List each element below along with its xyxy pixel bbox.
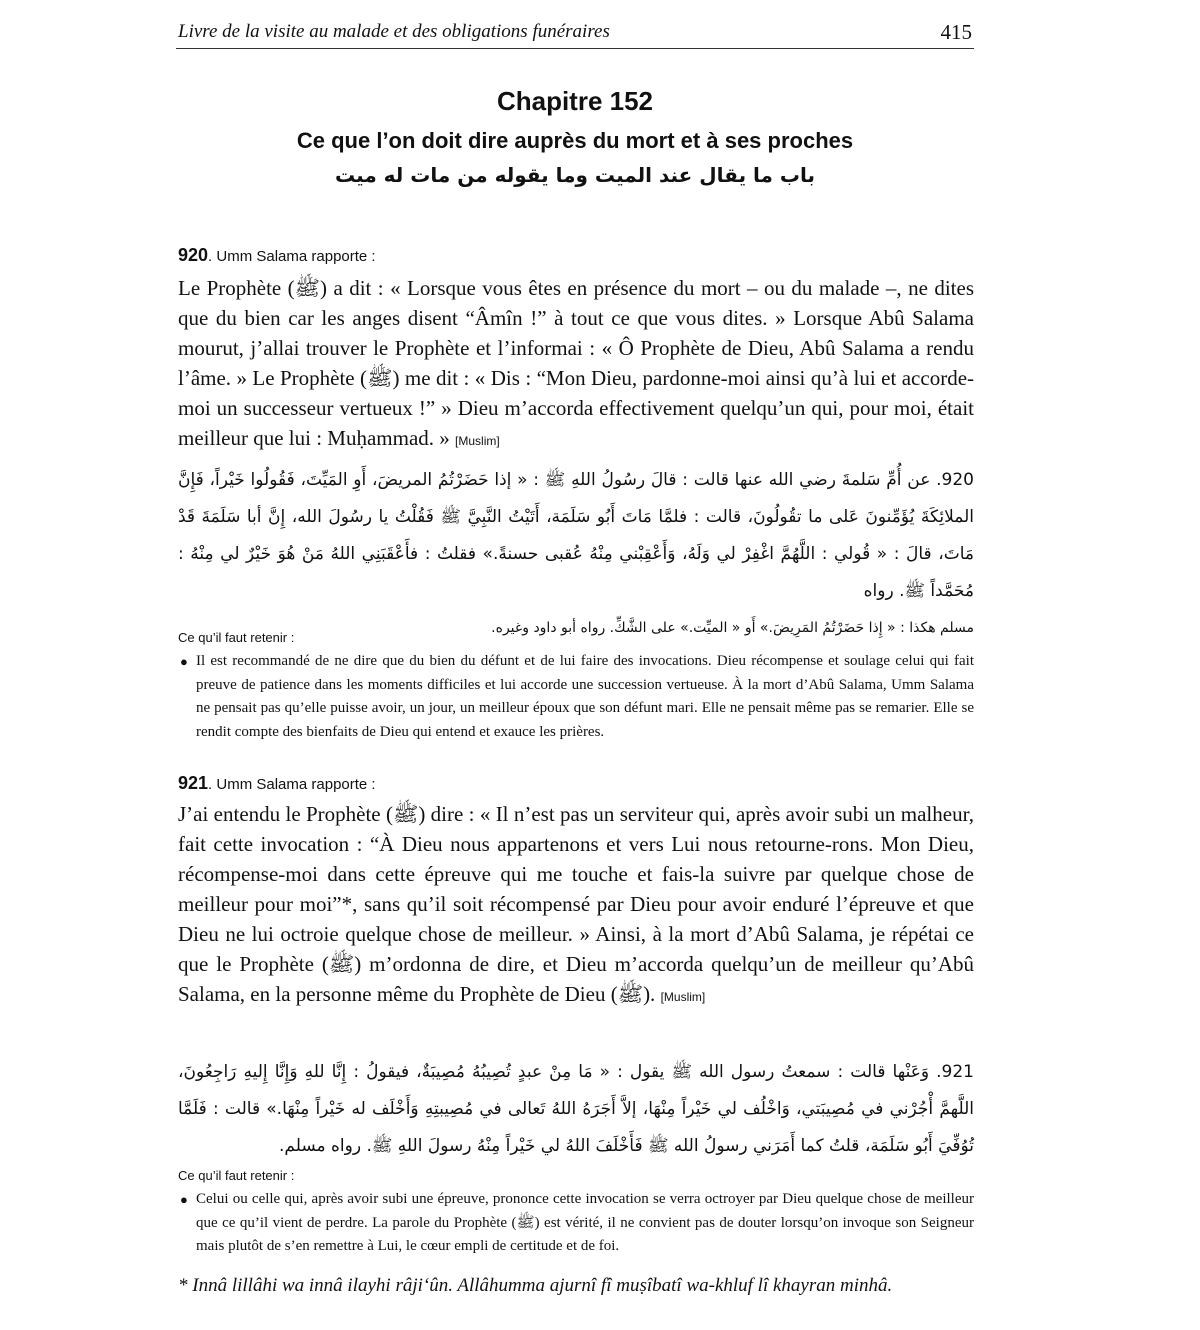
hadith-narrator: . Umm Salama rapporte : bbox=[208, 776, 376, 793]
hadith-920-retain-text bbox=[178, 650, 974, 744]
hadith-921-retain-text bbox=[178, 1188, 974, 1259]
hadith-narrator: . Umm Salama rapporte : bbox=[208, 248, 376, 265]
arabic-text: 920. عن أُمِّ سَلمةَ رضي الله عنها قالت : قالَ رسُولُ اللهِ ﷺ : « إذا حَضَرْتُمُ المريضَ، أَوِ المَيِّتَ، فَقُولُوا خَيْراً، فَإِنَّ الملائِكَةَ يُؤَمِّنونَ عَلى ما تقُولُونَ، قالت : فلمَّا مَاتَ أَبُو سَلَمَة، أَتَيْتُ النَّبِيَّ ﷺ فَقُلْتُ يا رسُولَ الله، إِنَّ أبا سَلَمَةَ قَدْ مَاتَ، قالَ : « قُولي : اللَّهُمَّ اغْفِرْ لي وَلَهُ، وَأَعْقِبْني مِنْهُ عُقبى حسنةً.» فقلتُ : فأَعْقَبَنِي اللهُ مَنْ هُوَ خَيْرٌ لي مِنْهُ : مُحَمَّداً ﷺ. رواه bbox=[178, 470, 974, 601]
arabic-note: مسلم هكذا : « إِذا حَضَرْتُمُ المَرِيضَ.» أَو « الميِّت.» على الشَّكِّ. رواه أبو داود وغيره. bbox=[491, 620, 974, 636]
footnote: * Innâ lillâhi wa innâ ilayhi râji‘ûn. Allâhumma ajurnî fî muṣîbatî wa-khluf lî khayran minhâ. bbox=[178, 1275, 893, 1296]
bullet-icon: ● bbox=[180, 654, 188, 669]
bullet-icon: ● bbox=[180, 1192, 188, 1207]
hadith-number: 920 bbox=[178, 245, 209, 265]
retain-label: Ce qu’il faut retenir : bbox=[178, 630, 295, 645]
hadith-921-arabic-text bbox=[178, 1054, 974, 1165]
hadith-text: J’ai entendu le Prophète (ﷺ) dire : « Il n’est pas un serviteur qui, après avoir subi un malheur, fait cette invocation : “À Dieu nous appartenons et vers Lui nous retourne-rons. Mon Dieu, récompense-moi dans cette épreuve qui me touche et fais-la suivre par quelque chose de meilleur pour moi”*, sans qu’il soit récompensé par Dieu pour avoir enduré l’épreuve et que Dieu ne lui octroie quelque chose de meilleur. » Ainsi, à la mort d’Abû Salama, je répétai ce que le Prophète (ﷺ) m’ordonna de dire, et Dieu m’accorda quelqu’un de meilleur qu’Abû Salama, en la personne même du Prophète de Dieu (ﷺ). bbox=[178, 802, 974, 1006]
chapter-title-fr: Ce que l’on doit dire auprès du mort et à ses proches bbox=[296, 128, 854, 153]
hadith-920-header bbox=[178, 245, 376, 266]
running-title: Livre de la visite au malade et des obligations funéraires bbox=[178, 21, 610, 42]
hadith-text: Le Prophète (ﷺ) a dit : « Lorsque vous êtes en présence du mort – ou du malade –, ne dites que du bien car les anges disent “Âmîn !” à tout ce que vous dites. » Lorsque Abû Salama mourut, j’allai trouver le Prophète et l’informai : « Ô Prophète de Dieu, Abû Salama a rendu l’âme. » Le Prophète (ﷺ) me dit : « Dis : “Mon Dieu, pardonne-moi ainsi qu’à lui et accorde-moi un successeur vertueux !” » Dieu m’accorda effectivement quelqu’un qui, pour moi, était meilleur que lui : Muḥammad. » bbox=[178, 276, 975, 450]
chapter-number: Chapitre 152 bbox=[496, 86, 654, 116]
retain-text: Il est recommandé de ne dire que du bien du défunt et de lui faire des invocations. Dieu récompense et soulage celui qui fait preuve de patience dans les moments difficiles et lui accorde une succession vertueuse. À la mort d’Abû Salama, Umm Salama ne pensait pas qu’elle puisse avoir, un jour, un meilleur époux que son défunt mari. Elle ne pensait même pas se remarier. Elle se rendit compte des bienfaits de Dieu qui entend et exauce les prières. bbox=[196, 653, 974, 740]
hadith-921-french-text bbox=[178, 799, 974, 1012]
page-number: 415 bbox=[940, 20, 972, 44]
retain-label: Ce qu’il faut retenir : bbox=[178, 1168, 295, 1183]
hadith-920-arabic-text bbox=[178, 462, 974, 647]
chapter-title-ar: باب ما يقال عند الميت وما يقوله من مات له ميت bbox=[334, 163, 816, 187]
retain-text: Celui ou celle qui, après avoir subi une épreuve, prononce cette invocation se verra octroyer par Dieu quelque chose de meilleur que ce qu’il vient de perdre. La parole du Prophète (ﷺ) est vérité, il ne convient pas de douter lorsqu’on invoque son Seigneur mais plutôt de s’en remettre à Lui, le cœur empli de certitude et de foi. bbox=[196, 1191, 974, 1254]
arabic-text: 921. وَعَنْها قالت : سمعتُ رسول الله ﷺ يقول : « مَا مِنْ عبدٍ تُصِيبُهُ مُصِيبَةٌ، فيقولُ : إِنَّا للهِ وَإِنَّا إِليهِ رَاجِعُونَ، اللَّهمَّ أْجُرْني في مُصِيبَتي، وَاخْلُف لي خَيْراً مِنْهَا، إلاَّ أَجَرَهُ اللهُ تَعالى في مُصِيبتِهِ وَأَخْلَف له خَيْراً مِنْهَا.» قالت : فَلَمَّا تُوُفِّيَ أَبُو سَلَمَة، قلتُ كما أَمَرَني رسولُ الله ﷺ فَأَخْلَفَ اللهُ لي خَيْراً مِنْهُ رسولَ اللهِ ﷺ. رواه مسلم. bbox=[178, 1062, 974, 1156]
hadith-920-french-text bbox=[178, 273, 974, 456]
hadith-source: [Muslim] bbox=[455, 434, 500, 448]
hadith-number: 921 bbox=[178, 773, 209, 793]
hadith-921-header bbox=[178, 773, 376, 794]
running-header bbox=[176, 20, 974, 49]
hadith-source: [Muslim] bbox=[660, 990, 706, 1004]
